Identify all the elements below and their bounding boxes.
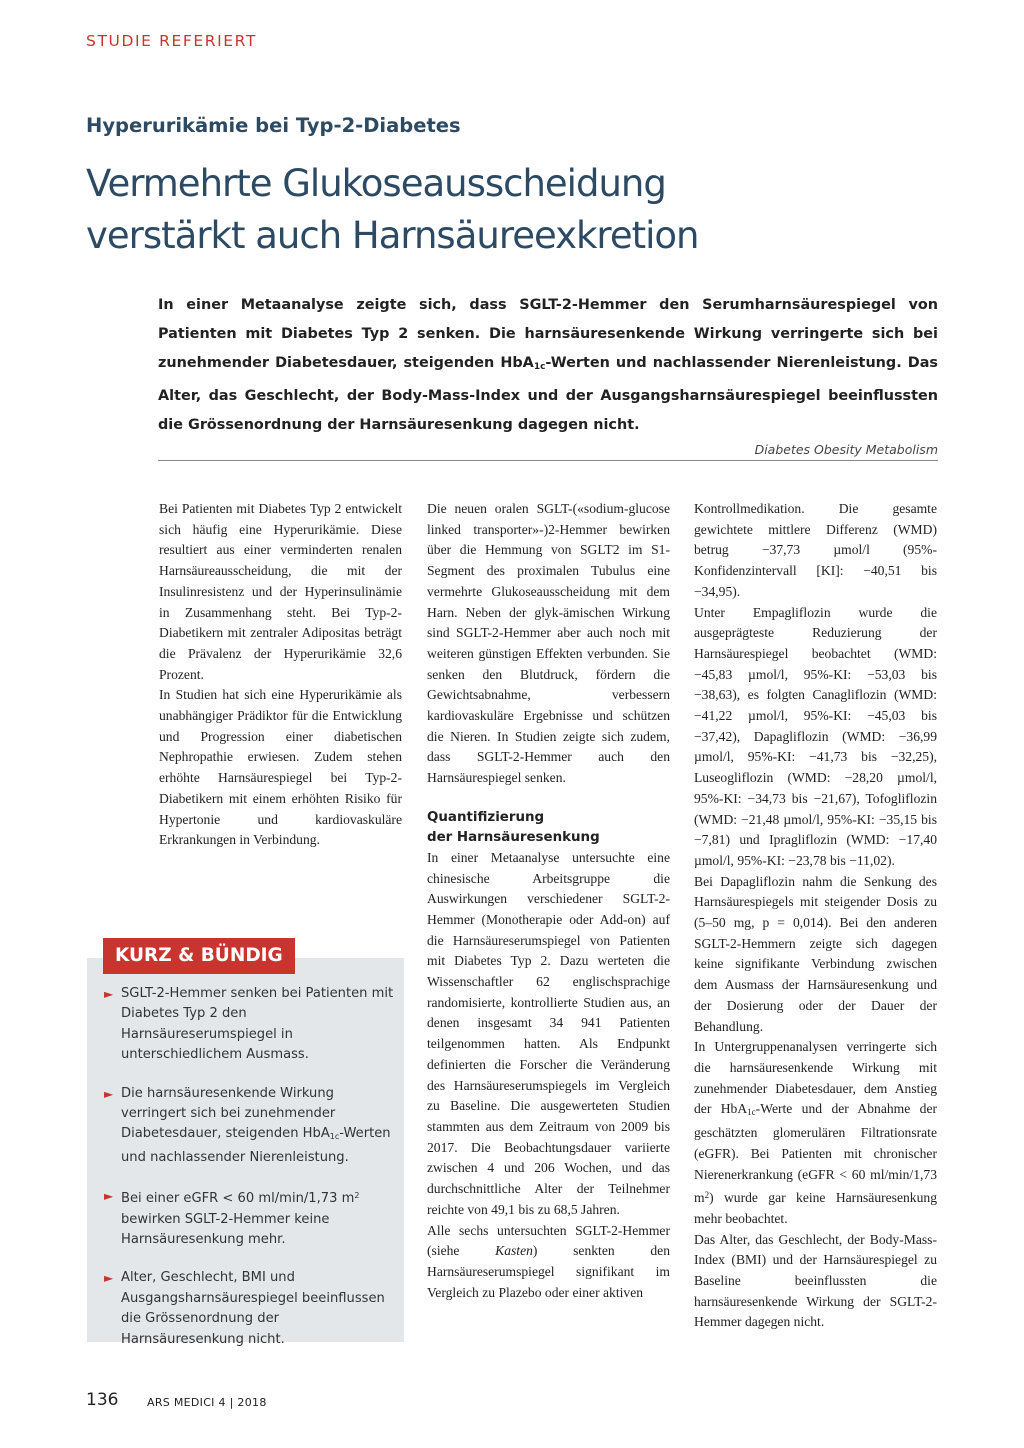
- text-column-1: [159, 499, 402, 851]
- triangle-right-icon: ►: [104, 1189, 114, 1204]
- triangle-right-icon: ►: [104, 987, 114, 1001]
- triangle-right-icon: ►: [104, 1271, 114, 1286]
- summary-item-text: bewirken SGLT-2-Hemmer keine Harnsäuresenkung mehr.: [121, 1211, 330, 1248]
- body-text: Alle sechs untersuchten SGLT-2-Hemmer (siehe: [427, 1222, 670, 1259]
- body-paragraph: [427, 1221, 670, 1304]
- subheading-line-1: Quantifizierung: [427, 809, 545, 825]
- body-subscript: 1c: [747, 1107, 756, 1118]
- lead-subscript: 1c: [533, 362, 546, 372]
- body-paragraph: In einer Metaanalyse untersuchte eine chinesische Arbeitsgruppe die Auswirkungen verschiedener SGLT-2-Hemmer (Monotherapie oder Add-on) auf die Harnsäureserumspiegel von Patienten mit Diabetes Typ 2. Dazu werteten die Wissenschaftler 62 englischsprachige randomisierte, kontrollierte Studien aus, an denen insgesamt 34 941 Patienten teilgenommen hatten. Als Endpunkt definierten die Forscher die Veränderung des Harnsäureserumspiegels im Vergleich zu Baseline. Die ausgewerteten Studien stammten aus dem Zeitraum von 2009 bis 2017. Die Beobachtungsdauer variierte zwischen 4 und 206 Wochen, und das durchschnittliche Alter der Teilnehmer reichte von 49,1 bis zu 68,5 Jahren.: [427, 849, 670, 1217]
- body-text: ) senkten den Harnsäureserumspiegel signifikant im Vergleich zu Plazebo oder einer aktiven: [427, 1243, 670, 1300]
- text-column-2: [427, 499, 670, 1303]
- body-superscript: 2: [704, 1190, 710, 1201]
- publication-info: ARS MEDICI 4 | 2018: [147, 1396, 267, 1409]
- summary-item-text: Bei einer eGFR < 60 ml/min/1,73 m: [121, 1191, 355, 1207]
- summary-item-text: -Werten und nachlassender Nierenleistung.: [121, 1126, 391, 1165]
- article-title-line-2: verstärkt auch Harnsäureexkretion: [86, 214, 699, 257]
- summary-item-text: Alter, Geschlecht, BMI und Ausgangsharnsäurespiegel beeinflussen die Grössenordnung der Harnsäuresenkung nicht.: [121, 1270, 385, 1347]
- body-text: In Untergruppenanalysen verringerte sich die harnsäuresenkende Wirkung mit zunehmender Diabetesdauer, dem Anstieg der HbA: [694, 1039, 937, 1117]
- page-number: 136: [86, 1390, 119, 1410]
- article-title-line-1: Vermehrte Glukoseausscheidung: [86, 162, 666, 205]
- body-paragraph: Bei Dapagliflozin nahm die Senkung des Harnsäurespiegels mit steigender Dosis zu (5–50 mg, p = 0,014). Bei den anderen SGLT-2-Hemmern zeigte sich dagegen keine signifikante Verbindung zwischen dem Ausmass der Harnsäuresenkung und der Dosierung oder der Dauer der Behandlung.: [694, 873, 937, 1034]
- body-paragraph: In Studien hat sich eine Hyperurikämie als unabhängiger Prädiktor für die Entwicklung und Progression einer diabetischen Nephropathie erwiesen. Zudem stehen erhöhte Harnsäurespiegel bei Typ-2-Diabetikern mit einem erhöhten Risiko für Hypertonie und kardiovaskuläre Erkrankungen in Verbindung.: [159, 687, 402, 848]
- summary-item: [104, 1186, 396, 1250]
- section-subheading: [427, 808, 670, 848]
- text-column-3: [694, 499, 937, 1333]
- article-title: [86, 158, 946, 262]
- body-emphasis: Kasten: [495, 1243, 533, 1259]
- body-paragraph: Unter Empagliflozin wurde die ausgeprägteste Reduzierung der Harnsäurespiegel beobachtet (WMD: −45,83 µmol/l, 95%-KI: −53,03 bis −38,63), es folgten Canagliflozin (WMD: −41,22 µmol/l, 95%-KI: −45,03 bis −37,42), Dapagliflozin (WMD: −36,99 µmol/l, 95%-KI: −41,73 bis −32,25), Luseogliflozin (WMD: −28,20 µmol/l, 95%-KI: −34,73 bis −21,67), Tofogliflozin (WMD: −21,48 µmol/l, 95%-KI: −35,15 bis −7,81) und Ipragliflozin (WMD: −17,40 µmol/l, 95%-KI: −23,78 bis −11,02).: [694, 604, 937, 868]
- summary-superscript: 2: [354, 1191, 360, 1201]
- lead-paragraph: [158, 291, 938, 440]
- subheading-line-2: der Harnsäuresenkung: [427, 829, 600, 845]
- summary-item: [104, 1084, 396, 1169]
- source-reference: Diabetes Obesity Metabolism: [754, 442, 938, 457]
- section-label: STUDIE REFERIERT: [86, 32, 257, 50]
- summary-item: [104, 984, 396, 1066]
- summary-item-text: Die harnsäuresenkende Wirkung verringert sich bei zunehmender Diabetesdauer, steigenden HbA: [121, 1085, 336, 1142]
- body-paragraph: Die neuen oralen SGLT-(«sodium-glucose linked transporter»-)2-Hemmer bewirken über die Hemmung von SGLT2 im S1-Segment des proximalen Tubulus eine vermehrte Glukoseausscheidung mit dem Harn. Neben der glyk-ämischen Wirkung sind SGLT-2-Hemmer aber auch noch mit weiteren günstigen Effekten verbunden. Sie senken den Blutdruck, fördern die Gewichtsabnahme, verbessern kardiovaskuläre Ergebnisse und schützen die Nieren. In Studien zeigte sich zudem, dass SGLT-2-Hemmer auch den Harnsäurespiegel senken.: [427, 501, 670, 786]
- article-kicker: Hyperurikämie bei Typ-2-Diabetes: [86, 114, 461, 137]
- lead-text-part-2: -Werten und nachlassender Nierenleistung. Das Alter, das Geschlecht, der Body-Mass-Index und der Ausgangsharnsäurespiegel beeinflussten die Grössenordnung der Harnsäuresenkung dagegen nicht.: [158, 355, 938, 433]
- summary-item-text: SGLT-2-Hemmer senken bei Patienten mit Diabetes Typ 2 den Harnsäureserumspiegel in unterschiedlichem Ausmass.: [121, 986, 394, 1063]
- summary-box-title: KURZ & BÜNDIG: [103, 938, 295, 974]
- divider-rule: [158, 460, 938, 461]
- summary-item: [104, 1268, 396, 1350]
- body-paragraph: Kontrollmedikation. Die gesamte gewichtete mittlere Differenz (WMD) betrug −37,73 µmol/l (95%-Konfidenzintervall [KI]: −40,51 bis −34,95).: [694, 501, 937, 599]
- body-paragraph: [694, 1037, 937, 1229]
- summary-subscript: 1c: [329, 1132, 340, 1142]
- body-text: ) wurde gar keine Harnsäuresenkung mehr beobachtet.: [694, 1190, 937, 1226]
- lead-text-part-1: In einer Metaanalyse zeigte sich, dass SGLT-2-Hemmer den Serumharnsäurespiegel von Patienten mit Diabetes Typ 2 senken. Die harnsäuresenkende Wirkung verringerte sich bei zunehmender Diabetesdauer, steigenden HbA: [158, 297, 938, 371]
- triangle-right-icon: ►: [104, 1086, 114, 1101]
- summary-list: [104, 984, 396, 1368]
- body-paragraph: Bei Patienten mit Diabetes Typ 2 entwickelt sich häufig eine Hyperurikämie. Diese resultiert aus einer verminderten renalen Harnsäureausscheidung, die mit der Insulinresistenz und der Hyperinsulinämie in Zusammenhang steht. Bei Typ-2-Diabetikern mit zentraler Adipositas beträgt die Prävalenz der Hyperurikämie 32,6 Prozent.: [159, 501, 402, 682]
- body-paragraph: Das Alter, das Geschlecht, der Body-Mass-Index (BMI) und der Harnsäurespiegel zu Baseline beeinflussten die harnsäuresenkende Wirkung der SGLT-2-Hemmer dagegen nicht.: [694, 1231, 937, 1330]
- body-text: -Werte und der Abnahme der geschätzten glomerulären Filtrationsrate (eGFR). Bei Patienten mit chronischer Nierenerkrankung (eGFR < 60 ml/min/1,73 m: [694, 1101, 938, 1206]
